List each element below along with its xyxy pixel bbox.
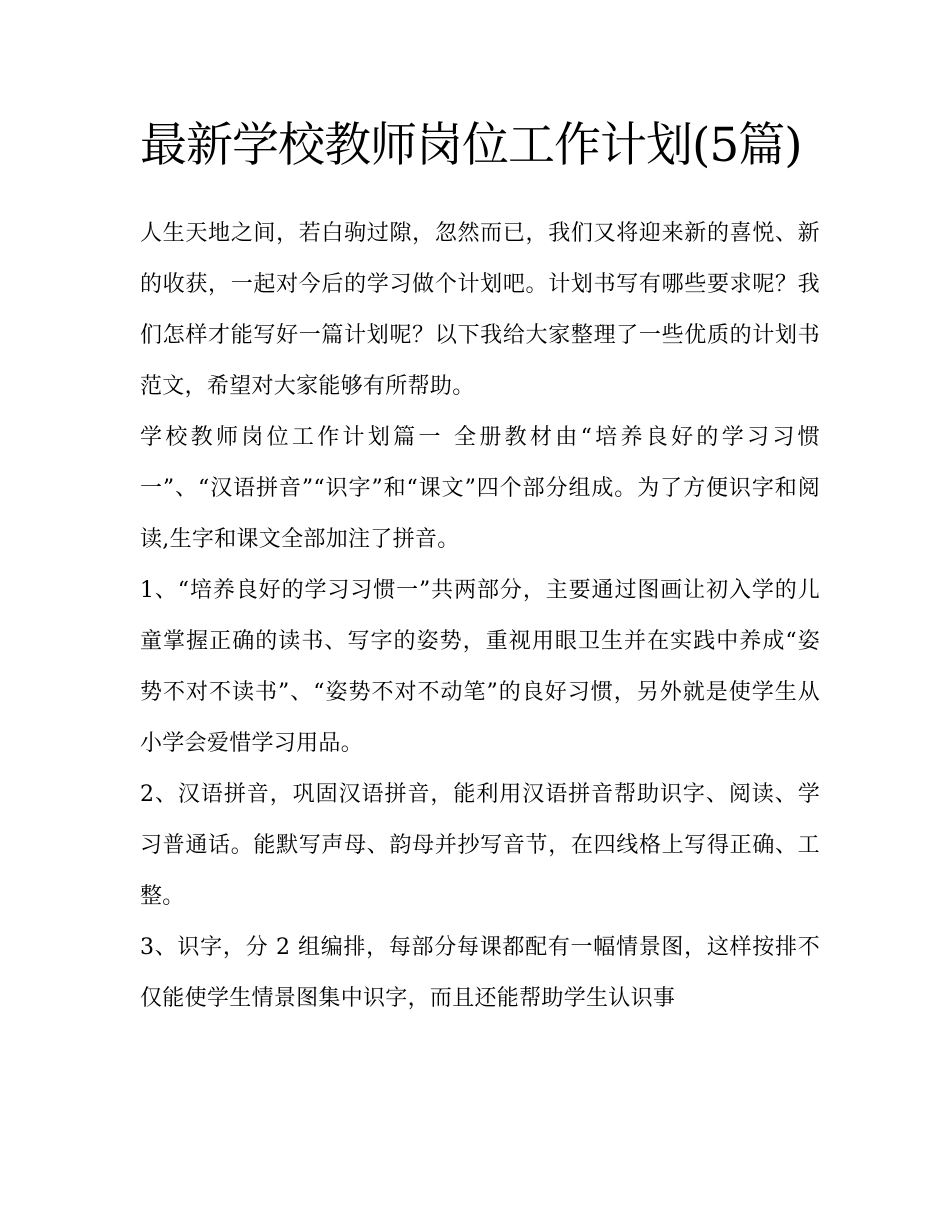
document-title: 最新学校教师岗位工作计划(5篇) — [140, 118, 802, 173]
paragraph-section-one: 学校教师岗位工作计划篇一 全册教材由“培养良好的学习习惯一”、“汉语拼音”“识字”和“课文”四个部分组成。为了方便识字和阅读,生字和课文全部加注了拼音。 — [140, 425, 820, 552]
paragraph-item-1: 1、“培养良好的学习习惯一”共两部分，主要通过图画让初入学的儿童掌握正确的读书、写字的姿势，重视用眼卫生并在实践中养成“姿势不对不读书”、“姿势不对不动笔”的良好习惯，另外就是使学生从小学会爱惜学习用品。 — [140, 578, 820, 756]
paragraph-item-3: 3、识字，分 2 组编排，每部分每课都配有一幅情景图，这样按排不仅能使学生情景图集中识字，而且还能帮助学生认识事 — [140, 935, 820, 1011]
document-page — [140, 108, 820, 1024]
paragraph-intro: 人生天地之间，若白驹过隙，忽然而已，我们又将迎来新的喜悦、新的收获，一起对今后的学习做个计划吧。计划书写有哪些要求呢？我们怎样才能写好一篇计划呢？以下我给大家整理了一些优质的计划书范文，希望对大家能够有所帮助。 — [140, 221, 820, 399]
paragraph-item-2: 2、汉语拼音，巩固汉语拼音，能利用汉语拼音帮助识字、阅读、学习普通话。能默写声母、韵母并抄写音节，在四线格上写得正确、工整。 — [140, 782, 820, 909]
